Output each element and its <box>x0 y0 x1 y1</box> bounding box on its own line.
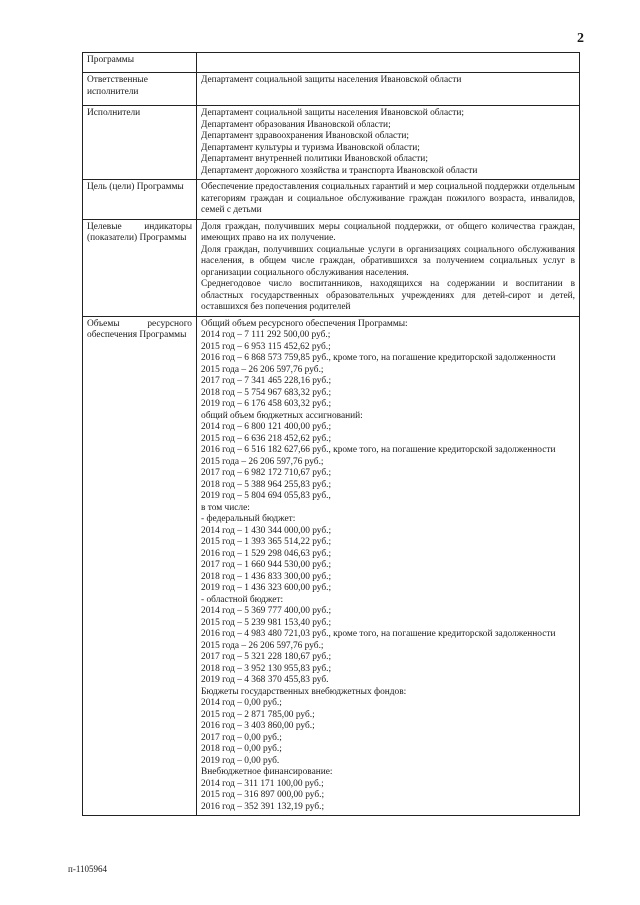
resource-line: 2014 год – 5 369 777 400,00 руб.; <box>201 606 332 616</box>
resource-line: 2015 года – 26 206 597,76 руб.; <box>201 640 324 651</box>
resource-line: - областной бюджет: <box>201 594 284 605</box>
resource-line: 2015 год – 316 897 000,00 руб.; <box>201 790 325 800</box>
executor-line: Департамент здравоохранения Ивановской области; <box>201 131 409 141</box>
resource-line: 2017 год – 7 341 465 228,16 руб.; <box>201 376 332 386</box>
resource-line: 2015 года – 26 206 597,76 руб.; <box>201 364 324 375</box>
indicators-label: Целевые индикаторы (показатели) Программы <box>83 219 197 316</box>
resource-line: 2017 год – 1 660 944 530,00 руб.; <box>201 560 332 570</box>
resource-line: 2016 год – 1 529 298 046,63 руб.; <box>201 548 332 559</box>
resource-line: 2015 год – 5 239 981 153,40 руб.; <box>201 617 332 628</box>
resource-line: 2019 год – 1 436 323 600,00 руб.; <box>201 583 332 593</box>
executor-line: Департамент дорожного хозяйства и транспорта Ивановской области <box>201 165 478 176</box>
document-code: п-1105964 <box>68 864 107 874</box>
executor-line: Департамент социальной защиты населения Ивановской области; <box>201 108 465 118</box>
resource-line: 2014 год – 1 430 344 000,00 руб.; <box>201 525 332 536</box>
resource-line: 2015 года – 26 206 597,76 руб.; <box>201 456 324 467</box>
executor-line: Департамент культуры и туризма Ивановской области; <box>201 142 420 153</box>
resource-line: Общий объем ресурсного обеспечения Программы: <box>201 318 408 329</box>
resource-line: Бюджеты государственных внебюджетных фондов: <box>201 686 407 697</box>
resource-line: 2014 год – 0,00 руб.; <box>201 698 282 708</box>
table-row <box>83 73 580 106</box>
executors-label: Исполнители <box>83 106 197 180</box>
row-value <box>197 53 580 73</box>
resource-line: общий объем бюджетных ассигнований: <box>201 410 363 421</box>
resource-line: в том числе: <box>201 502 250 513</box>
executor-line: Департамент образования Ивановской области; <box>201 119 391 130</box>
table-row <box>83 53 580 73</box>
resource-line: 2019 год – 4 368 370 455,83 руб. <box>201 675 329 685</box>
resource-line: 2017 год – 0,00 руб.; <box>201 732 282 743</box>
goal-value: Обеспечение предоставления социальных гарантий и мер социальной поддержки отдельным категориям граждан и социальное обслуживание граждан пожилого возраста, инвалидов, семей с детьми <box>197 180 580 220</box>
goal-label: Цель (цели) Программы <box>83 180 197 220</box>
table-row <box>83 180 580 220</box>
indicator-paragraph: Доля граждан, получивших социальные услуги в организациях социального обслуживания населения, в общем числе граждан, обратившихся за получением социальных услуг в организации социального обслуживания населения. <box>201 244 575 278</box>
resource-line: 2018 год – 0,00 руб.; <box>201 744 282 754</box>
resource-line: 2018 год – 3 952 130 955,83 руб.; <box>201 663 332 674</box>
indicators-value <box>197 219 580 316</box>
resource-line: 2019 год – 5 804 694 055,83 руб., <box>201 491 331 501</box>
responsible-label: Ответственные исполнители <box>83 73 197 106</box>
table-row <box>83 219 580 316</box>
indicator-paragraph: Доля граждан, получивших меры социальной поддержки, от общего количества граждан, имеющих право на их получение. <box>201 221 575 243</box>
resource-line: 2014 год – 7 111 292 500,00 руб.; <box>201 330 331 340</box>
table-row <box>83 316 580 816</box>
executor-line: Департамент внутренней политики Ивановской области; <box>201 154 428 164</box>
resource-line: 2015 год – 6 953 115 452,62 руб.; <box>201 341 331 352</box>
resources-value <box>197 316 580 816</box>
resource-line: 2019 год – 6 176 458 603,32 руб.; <box>201 399 332 409</box>
resources-label: Объемы ресурсного обеспечения Программы <box>83 316 197 816</box>
resource-line: Внебюджетное финансирование: <box>201 767 333 777</box>
resource-line: 2015 год – 1 393 365 514,22 руб.; <box>201 537 332 547</box>
resource-line: 2017 год – 6 982 172 710,67 руб.; <box>201 468 332 478</box>
resource-line: 2016 год – 6 516 182 627,66 руб., кроме того, на погашение кредиторской задолженности <box>201 445 556 455</box>
table-row <box>83 106 580 180</box>
resource-line: - федеральный бюджет: <box>201 514 296 524</box>
indicator-paragraph: Среднегодовое число воспитанников, находящихся на содержании и воспитании в областных государственных образовательных учреждениях для детей-сирот и детей, оставшихся без попечения родителей <box>201 279 575 312</box>
page-number: 2 <box>577 31 584 46</box>
resource-line: 2014 год – 6 800 121 400,00 руб.; <box>201 422 332 432</box>
resource-line: 2018 год – 5 388 964 255,83 руб.; <box>201 479 332 490</box>
responsible-value: Департамент социальной защиты населения Ивановской области <box>197 73 580 106</box>
resource-line: 2015 год – 6 636 218 452,62 руб.; <box>201 433 332 444</box>
resource-line: 2019 год – 0,00 руб. <box>201 755 280 766</box>
resource-line: 2014 год – 311 171 100,00 руб.; <box>201 778 324 789</box>
resource-line: 2016 год – 6 868 573 759,85 руб., кроме того, на погашение кредиторской задолженности <box>201 353 556 363</box>
row-label: Программы <box>83 53 197 73</box>
resource-line: 2017 год – 5 321 228 180,67 руб.; <box>201 652 332 662</box>
resource-line: 2018 год – 5 754 967 683,32 руб.; <box>201 387 332 398</box>
executors-value <box>197 106 580 180</box>
resource-line: 2016 год – 4 983 480 721,03 руб., кроме того, на погашение кредиторской задолженности <box>201 629 556 639</box>
resource-line: 2016 год – 352 391 132,19 руб.; <box>201 801 325 812</box>
resource-line: 2018 год – 1 436 833 300,00 руб.; <box>201 571 332 582</box>
resource-line: 2016 год – 3 403 860,00 руб.; <box>201 721 315 731</box>
program-passport-table <box>82 52 580 816</box>
resource-line: 2015 год – 2 871 785,00 руб.; <box>201 709 315 720</box>
